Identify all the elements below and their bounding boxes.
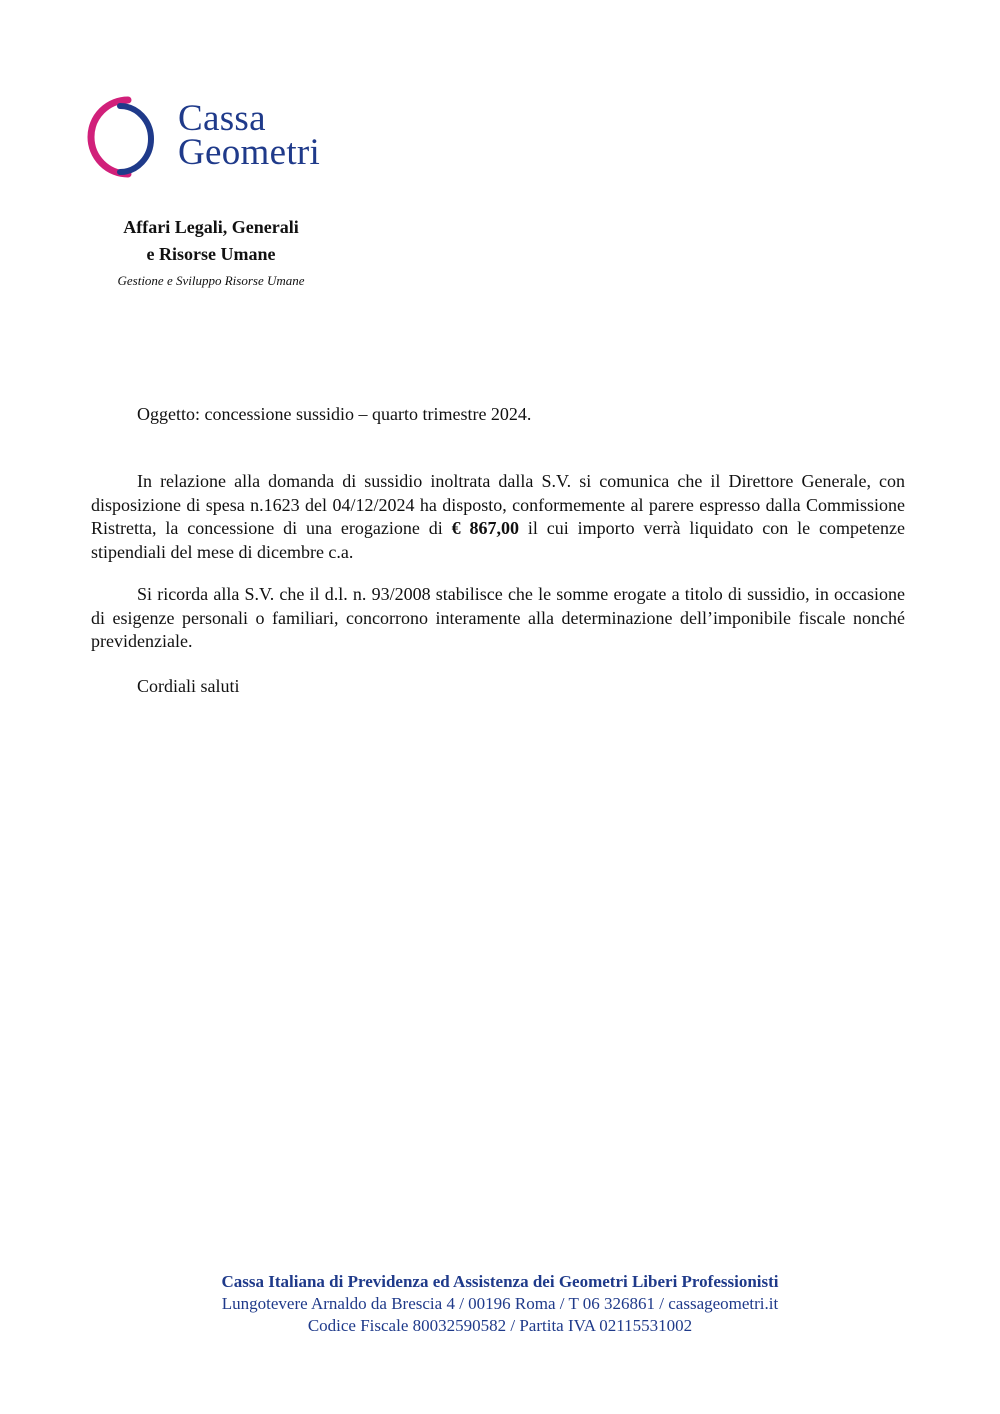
paragraph-2: Si ricorda alla S.V. che il d.l. n. 93/2008 stabilisce che le somme erogate a titolo di sussidio, in occasione di esigenze personali o familiari, concorrono interamente alla determinazione dell’imponibile fiscale nonché previdenziale. — [91, 584, 905, 651]
department-header — [96, 214, 326, 293]
logo-wordmark — [178, 98, 321, 173]
paragraph-1-before: In relazione alla domanda di sussidio inoltrata dalla S.V. si comunica che il Direttore Generale, con disposizione di spesa n.1623 del 04/12/2024 ha disposto, conformemente al parere espresso dalla Commissione Ristretta, la concessione di una erogazione di — [91, 471, 905, 538]
department-line-2: e Risorse Umane — [146, 244, 276, 264]
footer-tax-ids: Codice Fiscale 80032590582 / Partita IVA 02115531002 — [307, 1316, 693, 1335]
closing-greeting: Cordiali saluti — [137, 676, 240, 696]
department-line-1: Affari Legali, Generali — [123, 217, 299, 237]
footer — [0, 1271, 1000, 1337]
department-subtitle: Gestione e Sviluppo Risorse Umane — [117, 273, 305, 288]
double-arc-logo-icon — [80, 94, 166, 180]
logo-line-2: Geometri — [178, 132, 321, 173]
logo-line-1: Cassa — [178, 98, 266, 139]
subject-line: Oggetto: concessione sussidio – quarto trimestre 2024. — [137, 404, 532, 424]
amount: € 867,00 — [451, 518, 519, 538]
cassa-geometri-logo — [80, 94, 350, 180]
footer-address: Lungotevere Arnaldo da Brescia 4 / 00196 Roma / T 06 326861 / cassageometri.it — [221, 1294, 779, 1313]
paragraph-1 — [91, 470, 905, 564]
footer-organization: Cassa Italiana di Previdenza ed Assistenza dei Geometri Liberi Professionisti — [221, 1272, 779, 1291]
paragraph-1-after: il cui importo verrà liquidato con le competenze stipendiali del mese di dicembre c.a. — [91, 518, 905, 562]
